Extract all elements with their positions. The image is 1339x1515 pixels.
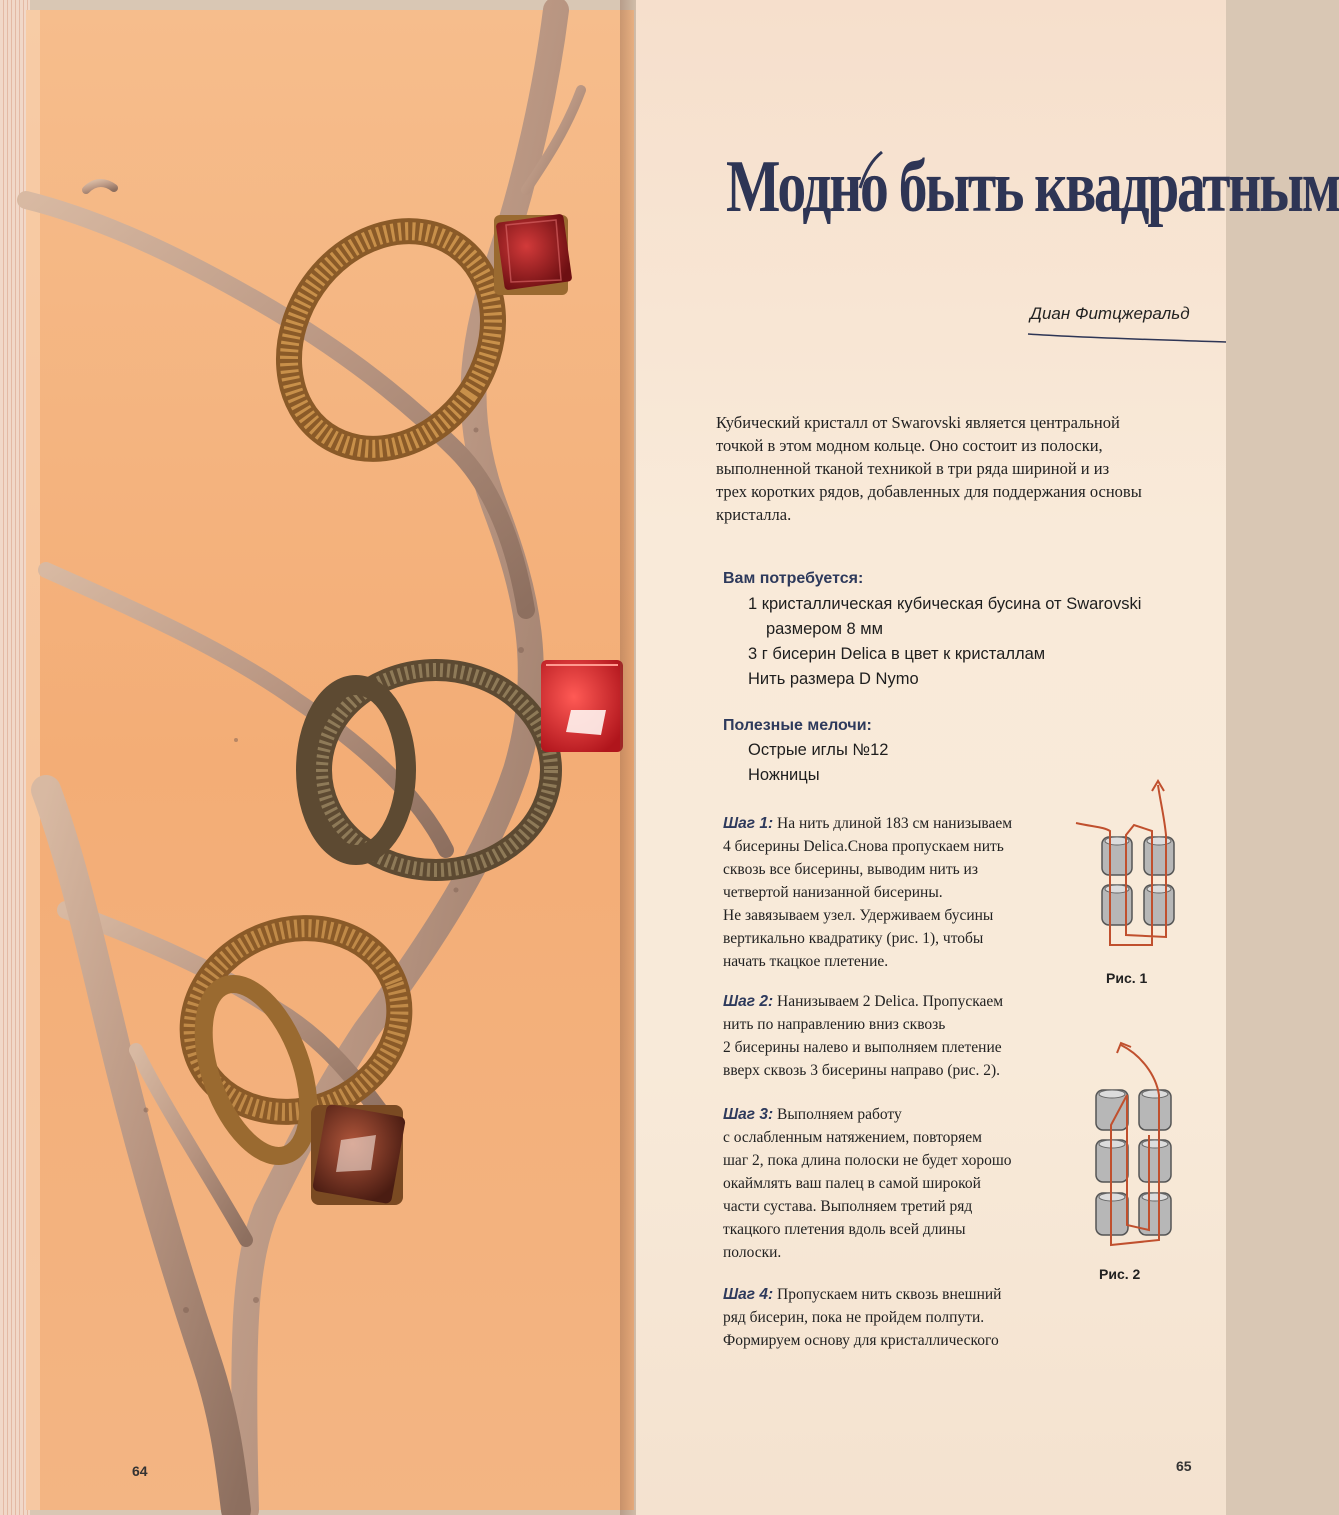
step-line: ряд бисерин, пока не пройдем полпути. <box>723 1309 985 1326</box>
step-2 <box>723 990 1003 1082</box>
tools-heading: Полезные мелочи: <box>723 717 872 734</box>
step-line: вверх сквозь 3 бисерины направо (рис. 2). <box>723 1062 1000 1079</box>
tools-item: Острые иглы №12 <box>748 741 889 759</box>
step-label: Шаг 1: <box>723 815 774 832</box>
step-line: ткацкого плетения вдоль всей длины <box>723 1221 966 1238</box>
step-line: шаг 2, пока длина полоски не будет хорошо <box>723 1152 1012 1169</box>
right-page <box>636 0 1339 1515</box>
step-line: начать ткацкое плетение. <box>723 953 889 970</box>
step-3 <box>723 1103 1012 1264</box>
step-label: Шаг 2: <box>723 993 774 1010</box>
materials-item: 3 г бисерин Delica в цвет к кристаллам <box>748 645 1046 663</box>
materials-heading: Вам потребуется: <box>723 570 864 587</box>
step-line: вертикально квадратику (рис. 1), чтобы <box>723 930 984 947</box>
tools-item: Ножницы <box>748 766 820 784</box>
page-number-right: 65 <box>1176 1458 1192 1474</box>
figure-1-diagram <box>1074 775 1184 960</box>
step-line: 4 бисерины Delica.Снова пропускаем нить <box>723 838 1004 855</box>
step-line: сквозь все бисерины, выводим нить из <box>723 861 978 878</box>
step-label: Шаг 3: <box>723 1106 774 1123</box>
intro-line: точкой в этом модном кольце. Оно состоит из полоски, <box>716 436 1103 455</box>
intro-line: Кубический кристалл от Swarovski является центральной <box>716 413 1120 432</box>
step-line: Нанизываем 2 Delica. Пропускаем <box>777 993 1004 1010</box>
step-line: Выполняем работу <box>777 1106 902 1123</box>
materials-item: Нить размера D Nymo <box>748 670 919 688</box>
materials-list <box>748 592 1141 692</box>
author-underline <box>1026 330 1226 344</box>
figure-1-caption: Рис. 1 <box>1106 970 1148 986</box>
step-line: Пропускаем нить сквозь внешний <box>777 1286 1002 1303</box>
intro-line: трех коротких рядов, добавленных для поддержания основы <box>716 482 1142 501</box>
materials-item: размером 8 мм <box>766 620 883 638</box>
materials-item: 1 кристаллическая кубическая бусина от Swarovski <box>748 595 1142 613</box>
intro-paragraph <box>716 411 1196 526</box>
step-line: части сустава. Выполняем третий ряд <box>723 1198 973 1215</box>
article-title: Модно быть квадратным <box>726 146 1339 228</box>
step-line: 2 бисерины налево и выполняем плетение <box>723 1039 1002 1056</box>
intro-line: выполненной тканой техникой в три ряда шириной и из <box>716 459 1110 478</box>
left-page <box>26 10 634 1510</box>
step-line: На нить длиной 183 см нанизываем <box>777 815 1013 832</box>
article-author: Диан Фитцжеральд <box>1030 304 1190 323</box>
step-1 <box>723 812 1012 973</box>
step-line: Формируем основу для кристаллического <box>723 1332 999 1349</box>
step-label: Шаг 4: <box>723 1286 774 1303</box>
tools-list <box>748 738 888 788</box>
step-line: Не завязываем узел. Удерживаем бусины <box>723 907 994 924</box>
step-line: четвертой нанизанной бисерины. <box>723 884 943 901</box>
step-line: полоски. <box>723 1244 782 1261</box>
figure-2-caption: Рис. 2 <box>1099 1266 1141 1282</box>
page-number-left: 64 <box>132 1463 148 1479</box>
figure-2-diagram <box>1081 1035 1191 1260</box>
step-4 <box>723 1283 1001 1352</box>
intro-line: кристалла. <box>716 505 792 524</box>
rings-photo <box>26 10 634 1510</box>
step-line: с ослабленным натяжением, повторяем <box>723 1129 982 1146</box>
step-line: нить по направлению вниз сквозь <box>723 1016 946 1033</box>
step-line: окаймлять ваш палец в самой широкой <box>723 1175 981 1192</box>
